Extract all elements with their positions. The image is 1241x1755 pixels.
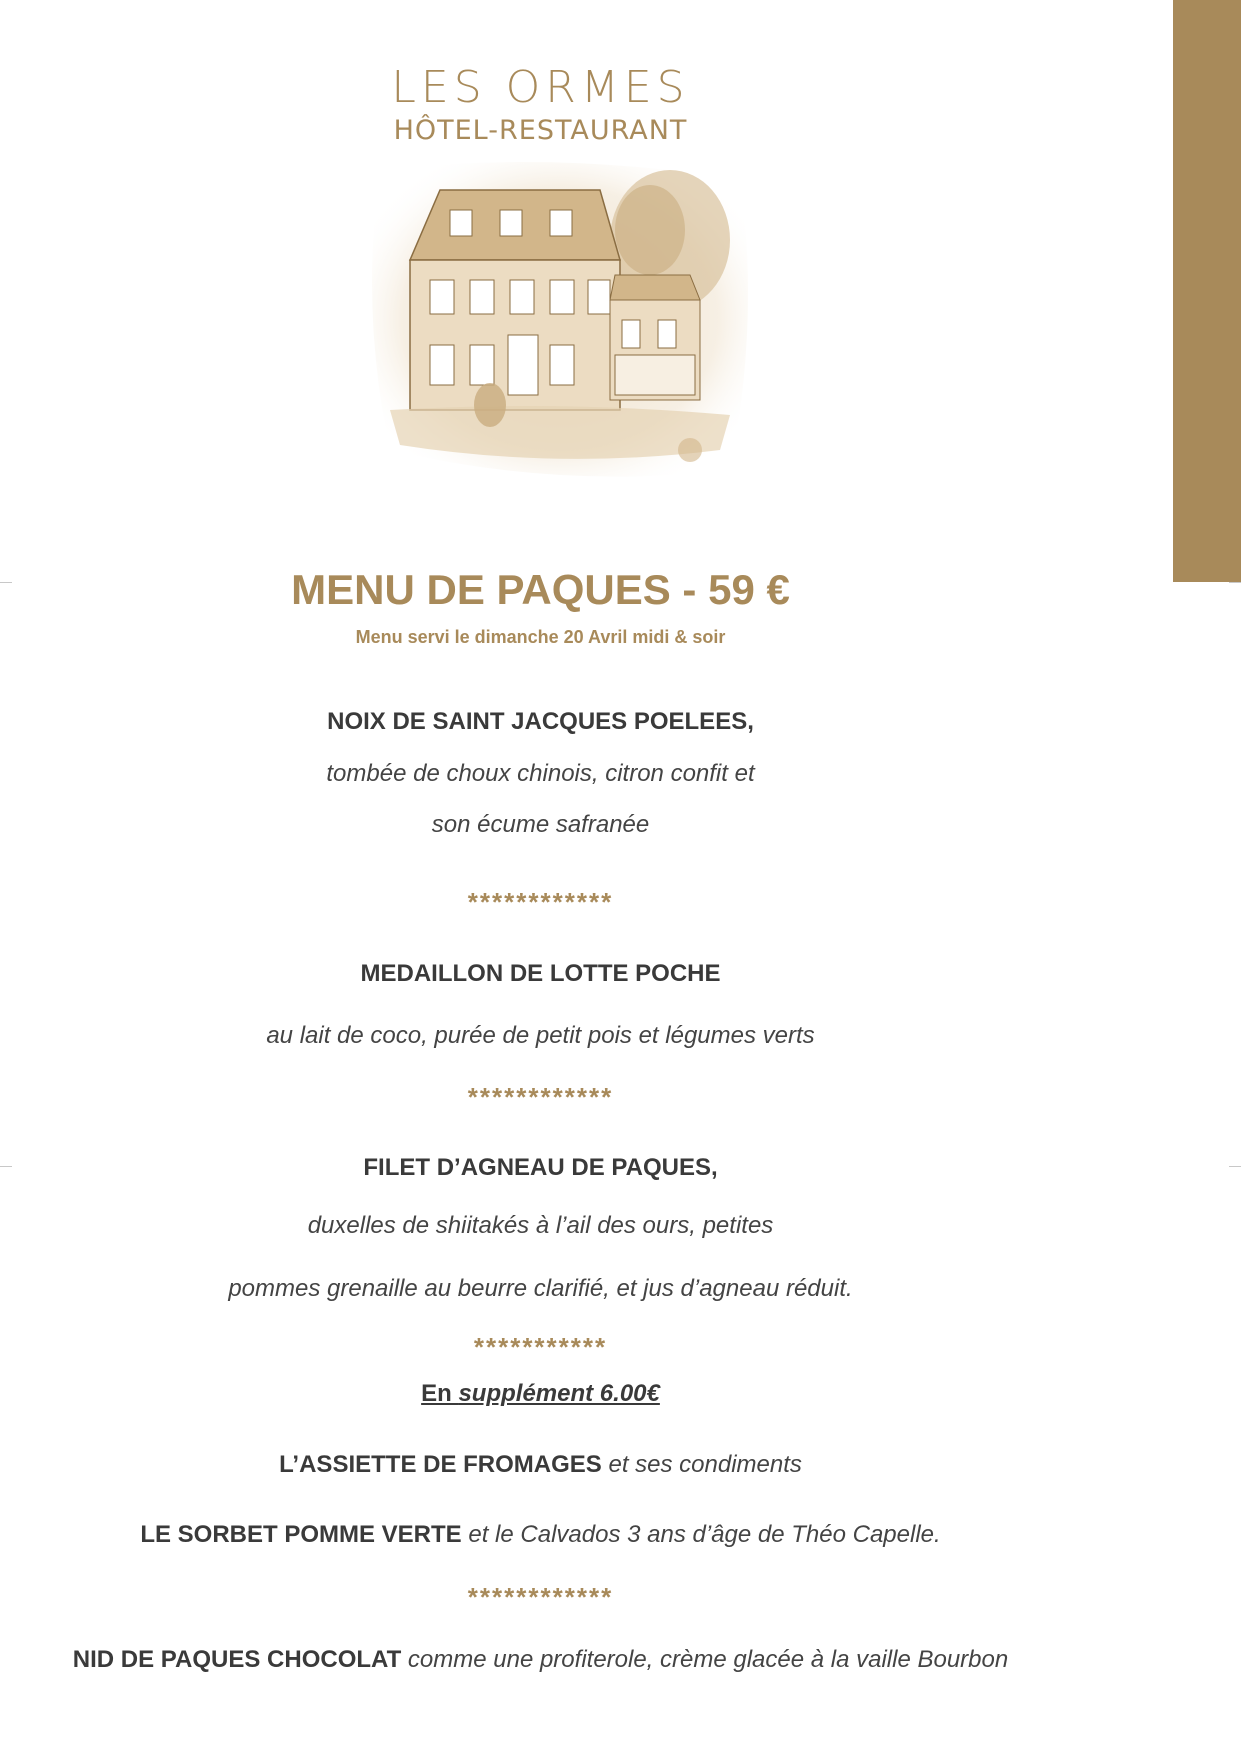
dessert-desc: comme une profiterole, crème glacée à la vaille Bourbon — [401, 1646, 1009, 1673]
cheese-name: L’ASSIETTE DE FROMAGES — [279, 1451, 602, 1478]
course-1-name: NOIX DE SAINT JACQUES POELEES, — [327, 708, 754, 735]
course-2-desc-1: au lait de coco, purée de petit pois et légumes verts — [266, 1022, 815, 1049]
separator: ************ — [467, 1082, 614, 1112]
supplement-text: supplément 6.00€ — [458, 1380, 660, 1407]
course-3-name: FILET D’AGNEAU DE PAQUES, — [363, 1154, 718, 1181]
dessert-line — [0, 1646, 1161, 1674]
course-3-desc-2: pommes grenaille au beurre clarifié, et jus d’agneau réduit. — [228, 1275, 853, 1302]
cheese-desc: et ses condiments — [601, 1451, 802, 1478]
dessert-name: NID DE PAQUES CHOCOLAT — [72, 1646, 402, 1673]
course-3-desc-1: duxelles de shiitakés à l’ail des ours, petites — [307, 1212, 774, 1239]
sorbet-desc: et le Calvados 3 ans d’âge de Théo Capelle. — [461, 1521, 941, 1548]
separator: ************ — [467, 887, 614, 917]
sorbet-name: LE SORBET POMME VERTE — [140, 1521, 462, 1548]
logo-subtitle: HÔTEL-RESTAURANT — [393, 115, 688, 146]
course-1-desc-1: tombée de choux chinois, citron confit et — [326, 760, 755, 787]
supplement-prefix: En — [421, 1380, 459, 1407]
supplement-line — [0, 1380, 1161, 1408]
menu-served: Menu servi le dimanche 20 Avril midi & soir — [355, 627, 726, 647]
course-2-name: MEDAILLON DE LOTTE POCHE — [360, 960, 721, 987]
logo-name: LES ORMES — [391, 62, 690, 113]
separator: *********** — [473, 1332, 608, 1362]
menu-title: MENU DE PAQUES - 59 € — [291, 566, 790, 613]
cheese-line — [0, 1451, 1161, 1479]
sorbet-line — [0, 1521, 1161, 1549]
separator: ************ — [467, 1582, 614, 1612]
course-1-desc-2: son écume safranée — [431, 811, 650, 838]
